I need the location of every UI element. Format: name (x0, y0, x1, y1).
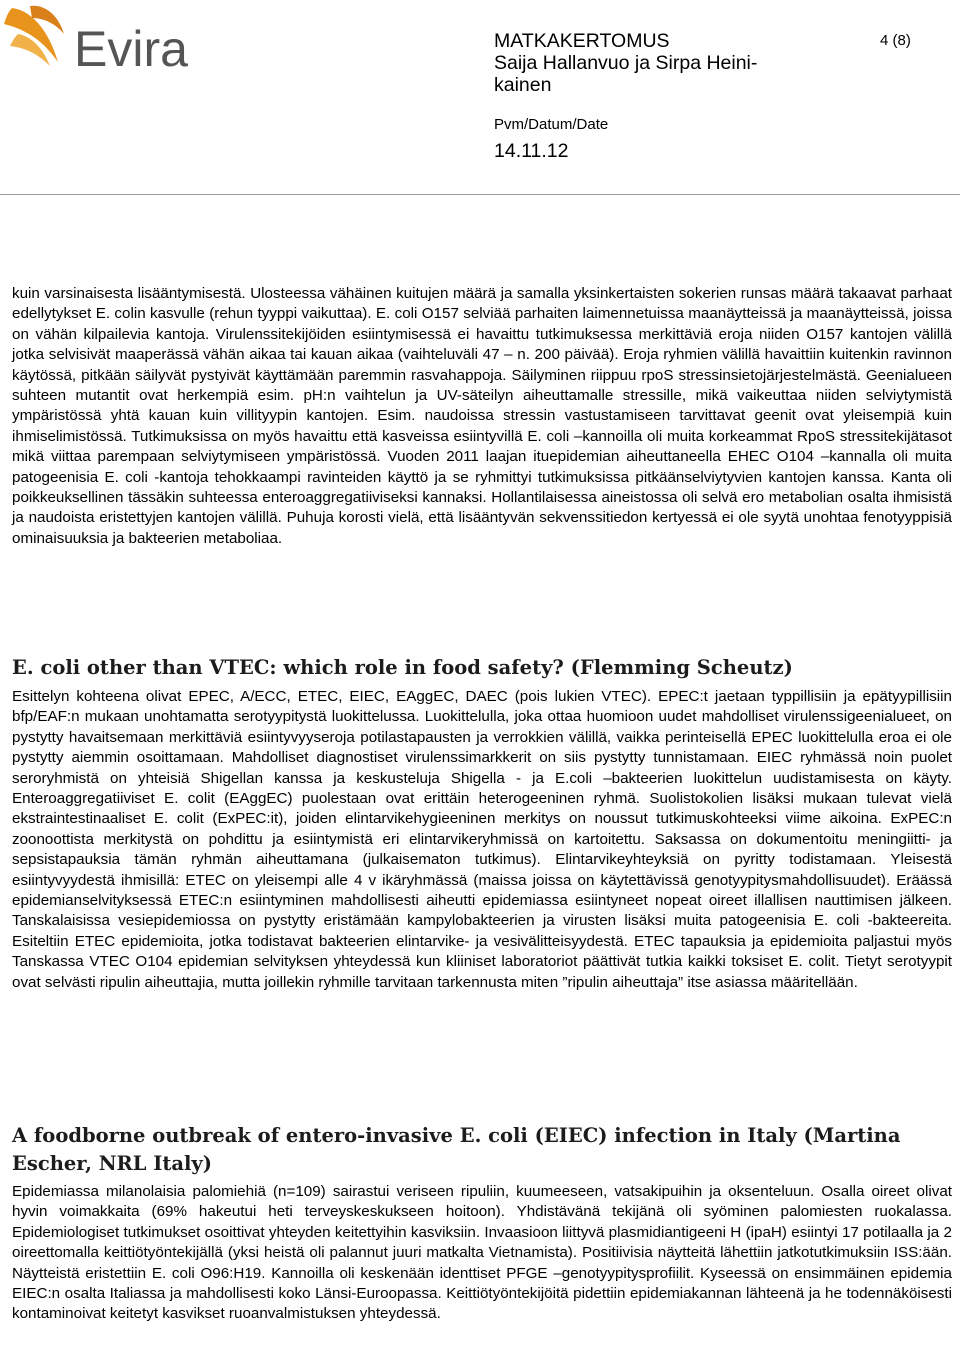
report-authors: Saija Hallanvuo ja Sirpa Heini-kainen (494, 52, 758, 96)
report-date: 14.11.12 (494, 140, 569, 162)
body-paragraph-3: Epidemiassa milanolaisia palomiehiä (n=109) sairastui veriseen ripuliin, kuumeeseen, vatsakipuihin ja oksenteluun. Osalla oireet olivat hyvin voimakkaita (69% hakeutui heti terveyskeskukseen hoitoon). Yhdistävänä tekijänä oli syöminen palomiesten ruokalassa. Epidemiologiset tutkimukset osoittivat yhteyden keitettyihin kasviksiin. Invaasioon liittyvä plasmidiantigeeni H (ipaH) esiintyi 17 potilaalla ja 2 oireettomalla keittiötyöntekijällä (yksi heistä oli palannut juuri matkalta Vietnamista). Positiivisia näytteitä lähettiin jatkotutkimuksiin ISS:ään. Näytteistä eristettiin E. coli O96:H19. Kannoilla oli keskenään identtiset PFGE –genotyypitysprofiilit. Kyseessä on ensimmäinen epidemia EIEC:n osalta Italiassa ja mahdollisesti koko Länsi-Euroopassa. Keittiötyöntekijöitä pidettiin epidemiakannan lähteenä ja he todennäköisesti kontaminoivat keitetyt kasvikset ruoanvalmistuksen yhteydessä. (12, 1183, 952, 1323)
date-label: Pvm/Datum/Date (494, 116, 609, 133)
evira-leaf-icon (0, 0, 225, 80)
section-heading-2: A foodborne outbreak of entero-invasive E. coli (EIEC) infection in Italy (Martina Escher, NRL Italy) (12, 1124, 901, 1175)
report-header (494, 30, 794, 162)
body-paragraph-2: Esittelyn kohteena olivat EPEC, A/ECC, ETEC, EIEC, EAggEC, DAEC (pois lukien VTEC). EPEC:t jaetaan typpillisiin ja epätyypillisiin bfp/EAF:n mukaan unohtamatta serotyypitystä luokittelussa. Luokittelulla, joka ottaa huomioon uudet mahdolliset virulenssigeenialueet, on pystytty havaitsemaan merkittäviä esiintyvyyseroja potilastapausten ja verrokkien välillä, vaikka perinteisellä EPEC luokittelulla eroa ei ole pystytty aiemmin osoittamaan. Mahdolliset diagnostiset virulenssimarkkerit on siis pystytty tunnistamaan. EIEC ryhmässä noin puolet seroryhmistä on yhteisiä Shigellan kanssa ja keskusteluja Shigella - ja E.coli –bakteerien luokittelun uudistamisesta on käyty. Enteroaggregatiiviset E. colit (EAggEC) puolestaan ovat erittäin heterogeeninen ryhmä. Suolistokolien lisäksi mukaan tulevat vielä ekstraintestinaaliset E. colit (ExPEC:it), joiden elintarvikehygieeninen merkitys on noussut tutkimuskohteeksi viime aikoina. ExPEC:n zoonoottista merkitystä on pohdittu ja esiintymistä eri elintarvikeryhmissä on kartoitettu. Saksassa on dokumentoitu meningiitti- ja sepsistapauksia tämän ryhmän aiheuttamana (julkaisematon tutkimus). Elintarvikeyhteyksiä on pyritty todistamaan. Yleisestä esiintyvyydestä ihmisillä: ETEC on yleisempi alle 4 v ikäryhmässä (maissa joissa on käytettävissä genotyypitysmahdollisuudet). Eräässä epidemianselvityksessä ETEC:n esiintyminen mahdollisesti aiheutti epidemiassa esiintyneet nopeat oireet illallisen nauttimisen jälkeen. Tanskalaisissa vesiepidemiossa on pystytty eristämään kampylobakteerien ja virusten lisäksi muita patogeenisia E. coli -bakteereita. Esiteltiin ETEC epidemioita, jotka todistavat bakteerien elintarvike- ja vesivälitteisyydestä. ETEC tapauksia ja epidemioita paljastui myös Tanskassa VTEC O104 epidemian selvityksen yhteydessä kun kliiniset laboratoriot päättivät tutkia kaikki toksiset E. colit. Tietyt serotyypit ovat selvästi ripulin aiheuttajia, mutta joillekin ryhmille tarvitaan tarkennusta miten ”ripulin aiheuttaja” itse asiassa määritellään. (12, 688, 952, 991)
header-divider (0, 194, 960, 195)
evira-logo (0, 0, 225, 80)
body-paragraph-1: kuin varsinaisesta lisääntymisestä. Ulosteessa vähäinen kuitujen määrä ja samalla yksinkertaisten sokerien runsas määrä takaavat parhaat edellytykset E. colin kasvulle (rehun tyyppi vaikuttaa). E. coli O157 selviää parhaiten laimennetuissa maanäytteissä ja maanäytteissä, joissa on vähän kilpailevia kantoja. Virulenssitekijöiden esiintymisessä ei havaittu tutkimuksessa merkittäviä eroja niiden O157 kantojen välillä jotka selvisivät maaperässä vähän aikaa tai kauan aikaa (vaihteluväli 47 – n. 200 päivää). Eroja ryhmien välillä havaittiin kuitenkin ravinnon käytössä, pitkään säilyvät pystyivät käyttämään paremmin rasvahappoja. Säilyminen riippuu rpoS stressinsietojärjestelmästä. Geenialueen suhteen mutantit ovat herkempiä esim. pH:n vaihtelun ja UV-säteilyn aiheuttamalle stressille, mikä vaikeuttaa niiden selviytymistä ympäristössä yhtä kauan kuin villityypin kantojen. Esim. naudoissa stressin vastustamiseen tarvittavat geenit ovat yleisempiä kuin ihmiselimistössä. Tutkimuksissa on myös havaittu että kasveissa esiintyvillä E. coli –kannoilla oli muita korkeammat RpoS stressitekijätasot mikä viittaa parempaan selviytymiseen ympäristössä. Vuoden 2011 laajan ituepidemian aiheuttaneella EHEC O104 –kannalla oli muita patogeenisia E. coli -kantoja tehokkaampi ravinteiden käyttö ja se ryhmittyi tutkimuksissa pitkäänselviytyvien kantojen kanssa. Kanta oli poikkeuksellinen tässäkin suhteessa enteroaggregatiiviseksi kannaksi. Hollantilaisessa aineistossa oli selvä ero metabolian osalta ihmisistä ja naudoista eristettyjen kantojen välillä. Puhuja korosti vielä, että lisääntyvän sekvenssitiedon kertyessä ei ole syytä unohtaa fenotyyppisiä ominaisuuksia ja bakteerien metaboliaa. (12, 285, 952, 547)
section-heading-1: E. coli other than VTEC: which role in food safety? (Flemming Scheutz) (12, 656, 793, 679)
page-number: 4 (8) (880, 32, 911, 49)
evira-wordmark: Evira (74, 21, 188, 77)
report-title: MATKAKERTOMUS (494, 30, 670, 52)
